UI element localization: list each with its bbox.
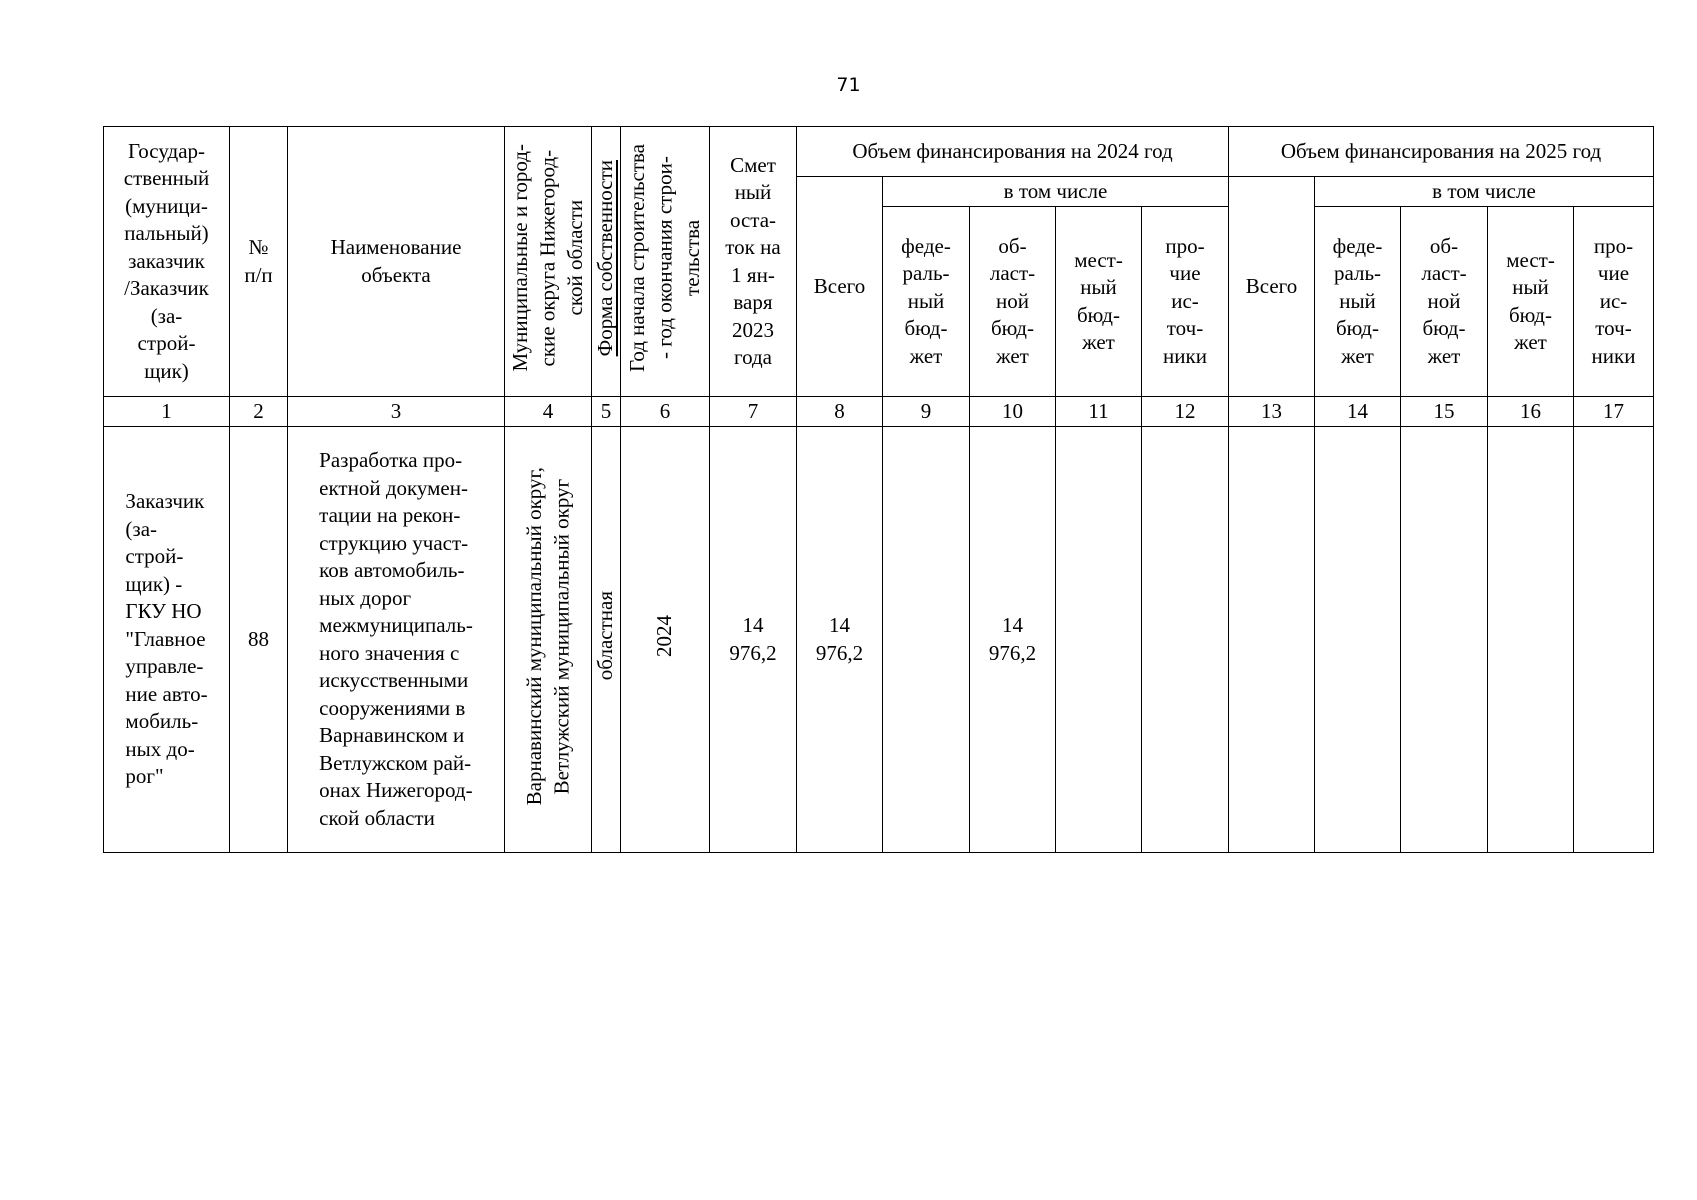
column-number: 15 xyxy=(1401,397,1488,427)
cell-estimated-balance: 14 976,2 xyxy=(710,427,797,853)
cell-other-2024 xyxy=(1142,427,1229,853)
header-federal-2025: феде- раль- ный бюд- жет xyxy=(1315,207,1401,397)
header-number: № п/п xyxy=(230,127,288,397)
column-number: 10 xyxy=(970,397,1056,427)
column-number: 17 xyxy=(1574,397,1654,427)
cell-customer: Заказчик (за- строй- щик) - ГКУ НО "Главное управле- ние авто- мобиль- ных до- рог" xyxy=(104,427,230,853)
column-number: 5 xyxy=(592,397,621,427)
header-estimated-balance: Смет ный оста- ток на 1 ян- варя 2023 года xyxy=(710,127,797,397)
cell-other-2025 xyxy=(1574,427,1654,853)
cell-federal-2024 xyxy=(883,427,970,853)
cell-local-2025 xyxy=(1488,427,1574,853)
header-federal-2024: феде- раль- ный бюд- жет xyxy=(883,207,970,397)
cell-number: 88 xyxy=(230,427,288,853)
header-local-2024: мест- ный бюд- жет xyxy=(1056,207,1142,397)
cell-total-2025 xyxy=(1229,427,1315,853)
header-object-name: Наименование объекта xyxy=(288,127,505,397)
header-municipal-districts: Муниципальные и город- ские округа Нижегород- ской области xyxy=(505,127,592,397)
header-construction-years: Год начала строительства - год окончания строи- тельства xyxy=(621,127,710,397)
header-local-2025: мест- ный бюд- жет xyxy=(1488,207,1574,397)
header-including-2024: в том числе xyxy=(883,177,1229,207)
cell-regional-2024: 14 976,2 xyxy=(970,427,1056,853)
column-number: 8 xyxy=(797,397,883,427)
cell-regional-2025 xyxy=(1401,427,1488,853)
table-row xyxy=(104,427,1654,853)
header-including-2025: в том числе xyxy=(1315,177,1654,207)
column-number: 1 xyxy=(104,397,230,427)
header-regional-2025: об- ласт- ной бюд- жет xyxy=(1401,207,1488,397)
header-funding-2024: Объем финансирования на 2024 год xyxy=(797,127,1229,177)
column-number: 2 xyxy=(230,397,288,427)
header-regional-2024: об- ласт- ной бюд- жет xyxy=(970,207,1056,397)
cell-ownership-form: областная xyxy=(592,427,621,853)
cell-construction-years: 2024 xyxy=(621,427,710,853)
financing-table xyxy=(103,126,1654,853)
cell-object-name: Разработка про- ектной докумен- тации на рекон- струкцию участ- ков автомобиль- ных дорог межмуниципаль- ного значения с искусственными сооружениями в Варнавинском и Ветлужском рай- онах Нижегород- ской области xyxy=(288,427,505,853)
column-number: 6 xyxy=(621,397,710,427)
column-number: 16 xyxy=(1488,397,1574,427)
header-other-2024: про- чие ис- точ- ники xyxy=(1142,207,1229,397)
column-number: 13 xyxy=(1229,397,1315,427)
cell-municipal-districts: Варнавинский муниципальный округ, Ветлужский муниципальный округ xyxy=(505,427,592,853)
cell-total-2024: 14 976,2 xyxy=(797,427,883,853)
column-number: 9 xyxy=(883,397,970,427)
header-ownership-form: Форма собственности xyxy=(592,127,621,397)
header-total-2025: Всего xyxy=(1229,177,1315,397)
header-other-2025: про- чие ис- точ- ники xyxy=(1574,207,1654,397)
header-funding-2025: Объем финансирования на 2025 год xyxy=(1229,127,1654,177)
column-number: 12 xyxy=(1142,397,1229,427)
cell-local-2024 xyxy=(1056,427,1142,853)
column-number: 7 xyxy=(710,397,797,427)
page-number: 71 xyxy=(836,74,861,96)
cell-federal-2025 xyxy=(1315,427,1401,853)
column-number: 4 xyxy=(505,397,592,427)
header-customer: Государ- ственный (муници- пальный) заказчик /Заказчик (за- строй- щик) xyxy=(104,127,230,397)
column-number: 11 xyxy=(1056,397,1142,427)
header-total-2024: Всего xyxy=(797,177,883,397)
column-number: 14 xyxy=(1315,397,1401,427)
column-numbers-row xyxy=(104,397,1654,427)
column-number: 3 xyxy=(288,397,505,427)
